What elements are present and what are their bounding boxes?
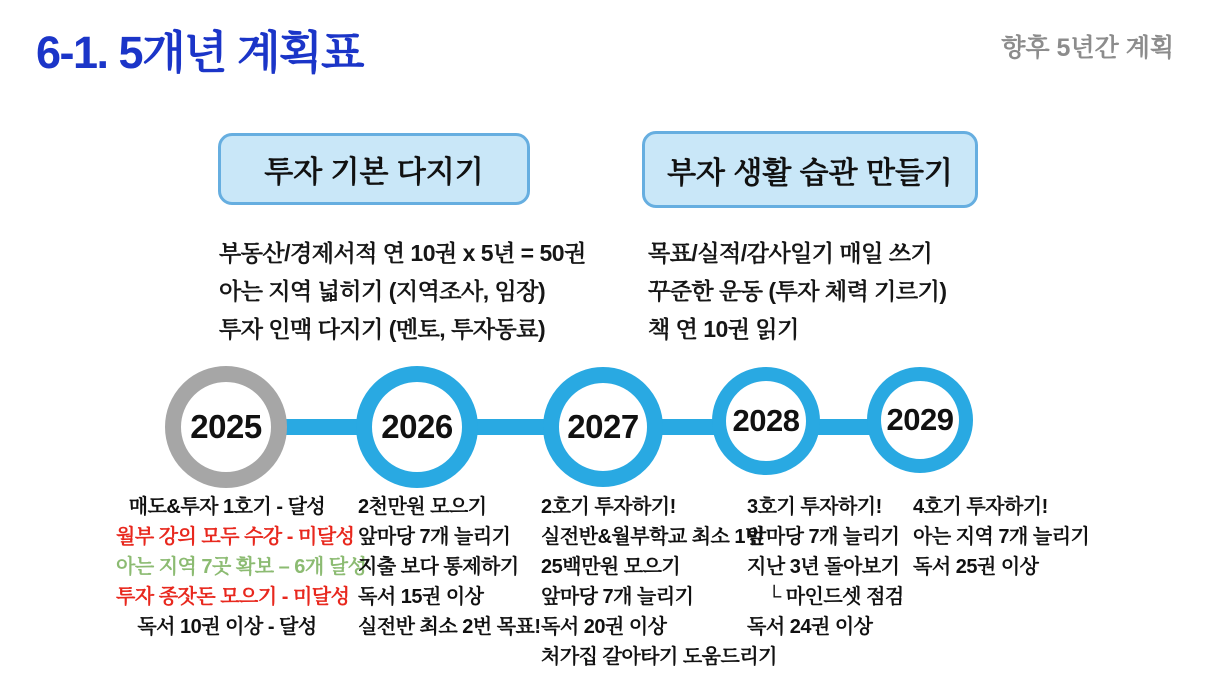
task-line: 3호기 투자하기! bbox=[747, 496, 882, 518]
year-label: 2029 bbox=[886, 402, 954, 437]
section-list-invest-basics bbox=[219, 234, 586, 348]
task-line: 지출 보다 통제하기 bbox=[358, 556, 519, 578]
task-line: 매도&투자 1호기 - 달성 bbox=[128, 496, 326, 518]
task-line: 아는 지역 7개 늘리기 bbox=[913, 526, 1090, 548]
task-line-sub: └ 마인드셋 점검 bbox=[767, 586, 904, 608]
timeline-node-2027 bbox=[543, 367, 663, 487]
page-title: 6-1. 5개년 계획표 bbox=[36, 27, 363, 78]
task-line: 독서 10권 이상 - 달성 bbox=[137, 616, 317, 638]
task-line: 월부 강의 모두 수강 - 미달성 bbox=[116, 526, 355, 548]
task-line: 투자 종잣돈 모으기 - 미달성 bbox=[116, 586, 350, 608]
list-item: 부동산/경제서적 연 10권 x 5년 = 50권 bbox=[219, 240, 586, 266]
task-line: 아는 지역 7곳 확보 – 6개 달성 bbox=[116, 556, 367, 578]
task-line: 독서 20권 이상 bbox=[541, 616, 667, 638]
list-item: 꾸준한 운동 (투자 체력 기르기) bbox=[648, 278, 947, 304]
task-line: 앞마당 7개 늘리기 bbox=[358, 526, 511, 548]
timeline-node-2026 bbox=[356, 366, 478, 488]
task-line: 2천만원 모으기 bbox=[358, 496, 487, 518]
tasks-2028 bbox=[747, 492, 904, 642]
task-line: 처가집 갈아타기 도움드리기 bbox=[541, 646, 777, 668]
task-line: 25백만원 모으기 bbox=[541, 556, 681, 578]
list-item: 책 연 10권 읽기 bbox=[648, 316, 799, 342]
list-item: 투자 인맥 다지기 (멘토, 투자동료) bbox=[219, 316, 546, 342]
task-line: 앞마당 7개 늘리기 bbox=[747, 526, 900, 548]
task-line: 실전반&월부학교 최소 1번 bbox=[541, 526, 764, 548]
timeline-node-2025 bbox=[165, 366, 287, 488]
year-label: 2027 bbox=[567, 408, 639, 445]
task-line: 앞마당 7개 늘리기 bbox=[541, 586, 694, 608]
year-label: 2028 bbox=[732, 403, 800, 438]
section-box-invest-basics bbox=[218, 133, 530, 205]
section-box-label: 투자 기본 다지기 bbox=[264, 156, 484, 189]
section-list-rich-habits bbox=[648, 234, 947, 348]
tasks-2026 bbox=[358, 492, 541, 642]
tasks-2029 bbox=[913, 492, 1089, 582]
task-line: 지난 3년 돌아보기 bbox=[747, 556, 900, 578]
section-box-label: 부자 생활 습관 만들기 bbox=[667, 156, 953, 190]
list-item: 아는 지역 넓히기 (지역조사, 임장) bbox=[219, 278, 546, 304]
list-item: 목표/실적/감사일기 매일 쓰기 bbox=[648, 240, 933, 266]
page-subtitle: 향후 5년간 계획 bbox=[1001, 34, 1174, 62]
year-label: 2025 bbox=[190, 408, 262, 445]
section-box-rich-habits bbox=[642, 131, 978, 208]
task-line: 2호기 투자하기! bbox=[541, 496, 676, 518]
task-line: 독서 24권 이상 bbox=[747, 616, 873, 638]
task-line: 실전반 최소 2번 목표! bbox=[358, 616, 541, 638]
year-label: 2026 bbox=[381, 408, 453, 445]
task-line: 독서 25권 이상 bbox=[913, 556, 1039, 578]
tasks-2025 bbox=[116, 492, 367, 642]
timeline-node-2028 bbox=[712, 367, 820, 475]
task-line: 독서 15권 이상 bbox=[358, 586, 484, 608]
task-line: 4호기 투자하기! bbox=[913, 496, 1048, 518]
tasks-2027 bbox=[541, 492, 777, 672]
timeline-node-2029 bbox=[867, 367, 973, 473]
